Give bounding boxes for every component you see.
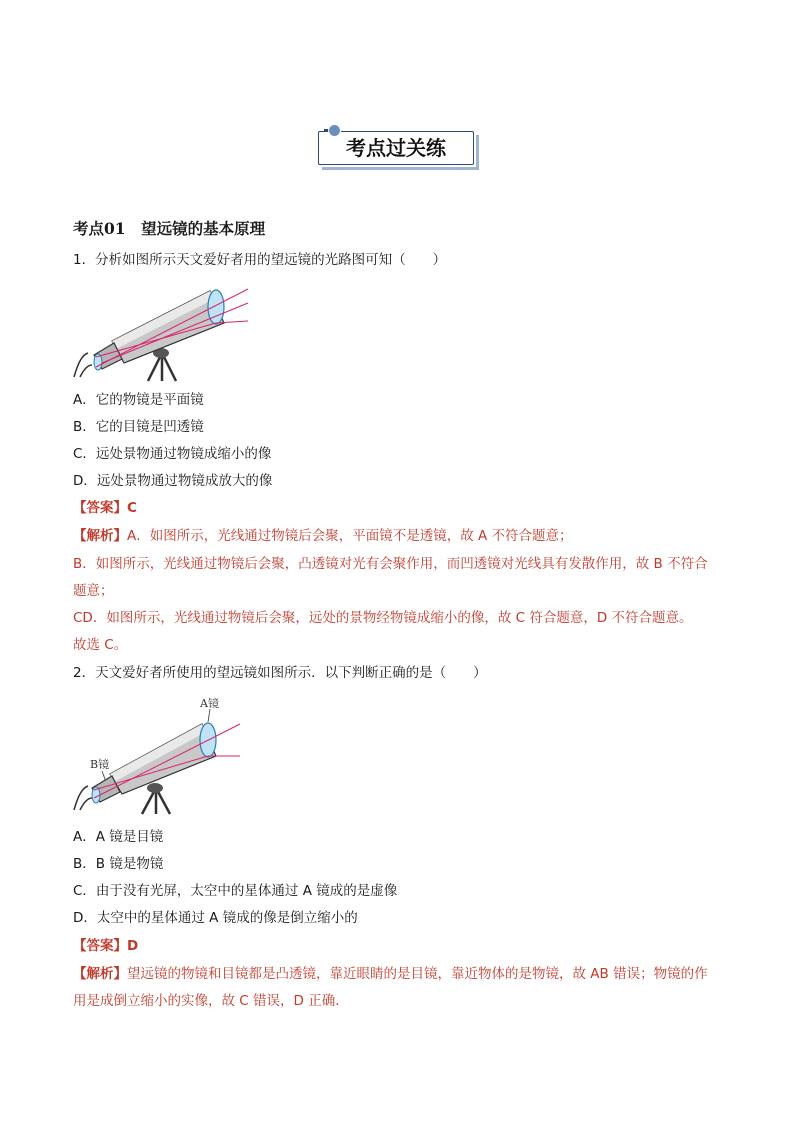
label-a-mirror: A镜 bbox=[200, 697, 219, 710]
q2-analysis-label: 【解析】 bbox=[73, 966, 127, 982]
banner-dot-icon bbox=[328, 124, 341, 137]
q2-answer bbox=[73, 937, 138, 955]
q1-analysis-label: 【解析】 bbox=[73, 528, 127, 544]
q1-answer-value: C bbox=[127, 500, 137, 516]
q1-stem: 1．分析如图所示天文爱好者用的望远镜的光路图可知（ ） bbox=[73, 252, 447, 268]
light-rays-1 bbox=[96, 289, 248, 367]
q2-answer-label: 【答案】 bbox=[73, 938, 127, 954]
q1-analysis-line-5: 故选 C。 bbox=[73, 637, 128, 653]
q1-analysis-line-4: CD．如图所示，光线通过物镜后会聚，远处的景物经物镜成缩小的像，故 C 符合题意，D 不符合题意。 bbox=[73, 610, 693, 626]
q2-analysis-text-1: 望远镜的物镜和目镜都是凸透镜，靠近眼睛的是目镜，靠近物体的是物镜，故 AB 错误；物镜的作 bbox=[127, 966, 708, 982]
q1-answer bbox=[73, 499, 137, 517]
title-banner bbox=[318, 131, 474, 165]
telescope-figure-1 bbox=[72, 281, 252, 383]
banner-title: 考点过关练 bbox=[346, 136, 446, 160]
q1-option-c: C．远处景物通过物镜成缩小的像 bbox=[73, 446, 272, 462]
q2-answer-value: D bbox=[127, 938, 139, 954]
light-rays-2 bbox=[94, 724, 240, 798]
q2-stem: 2．天文爱好者所使用的望远镜如图所示．以下判断正确的是（ ） bbox=[73, 665, 487, 681]
observer-hand-2 bbox=[74, 786, 92, 810]
q2-option-d: D．太空中的星体通过 A 镜成的像是倒立缩小的 bbox=[73, 910, 358, 926]
q2-analysis-line-1 bbox=[73, 965, 708, 983]
q1-option-a: A．它的物镜是平面镜 bbox=[73, 392, 204, 408]
q2-option-b: B．B 镜是物镜 bbox=[73, 856, 164, 872]
q1-analysis-line-2: B．如图所示，光线通过物镜后会聚，凸透镜对光有会聚作用，而凹透镜对光线具有发散作用，故 B 不符合 bbox=[73, 556, 708, 572]
q1-analysis-line-1 bbox=[73, 527, 573, 545]
observer-hand-1 bbox=[74, 353, 92, 377]
q2-analysis-line-2: 用是成倒立缩小的实像，故 C 错误，D 正确． bbox=[73, 993, 349, 1009]
label-b-mirror: B镜 bbox=[90, 758, 110, 771]
q1-analysis-text-1: A．如图所示，光线通过物镜后会聚，平面镜不是透镜，故 A 不符合题意； bbox=[127, 528, 573, 544]
telescope-figure-2 bbox=[72, 694, 252, 816]
q2-option-a: A．A 镜是目镜 bbox=[73, 829, 164, 845]
q2-option-c: C．由于没有光屏，太空中的星体通过 A 镜成的是虚像 bbox=[73, 883, 398, 899]
q1-option-d: D．远处景物通过物镜成放大的像 bbox=[73, 473, 273, 489]
q1-option-b: B．它的目镜是凹透镜 bbox=[73, 419, 204, 435]
q1-analysis-line-3: 题意； bbox=[73, 583, 114, 599]
q1-answer-label: 【答案】 bbox=[73, 500, 127, 516]
section-title: 考点01 望远镜的基本原理 bbox=[73, 219, 266, 238]
